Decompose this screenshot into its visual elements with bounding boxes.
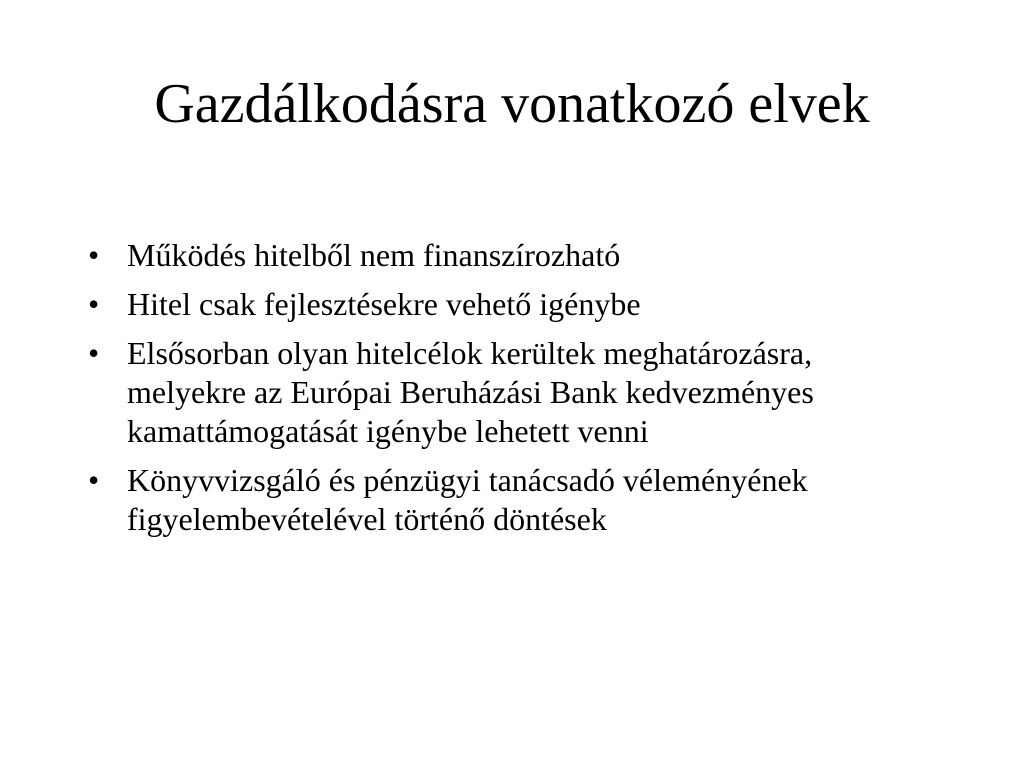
bullet-list — [88, 236, 938, 549]
bullet-icon: • — [88, 286, 100, 322]
bullet-icon: • — [88, 237, 100, 273]
bullet-text: Hitel csak fejlesztésekre vehető igénybe — [127, 286, 641, 322]
bullet-icon: • — [88, 462, 100, 498]
bullet-text: Működés hitelből nem finanszírozható — [127, 237, 621, 273]
bullet-text: Könyvvizsgáló és pénzügyi tanácsadó véleményének figyelembevételével történő döntések — [127, 462, 808, 537]
bullet-text: Elsősorban olyan hitelcélok kerültek meghatározásra, melyekre az Európai Beruházási Bank kedvezményes kamattámogatását igénybe lehetett venni — [127, 335, 814, 449]
bullet-item — [88, 285, 938, 324]
bullet-item — [88, 461, 938, 539]
bullet-item — [88, 334, 938, 451]
bullet-item — [88, 236, 938, 275]
bullet-icon: • — [88, 335, 100, 371]
slide-title: Gazdálkodásra vonatkozó elvek — [154, 73, 870, 135]
